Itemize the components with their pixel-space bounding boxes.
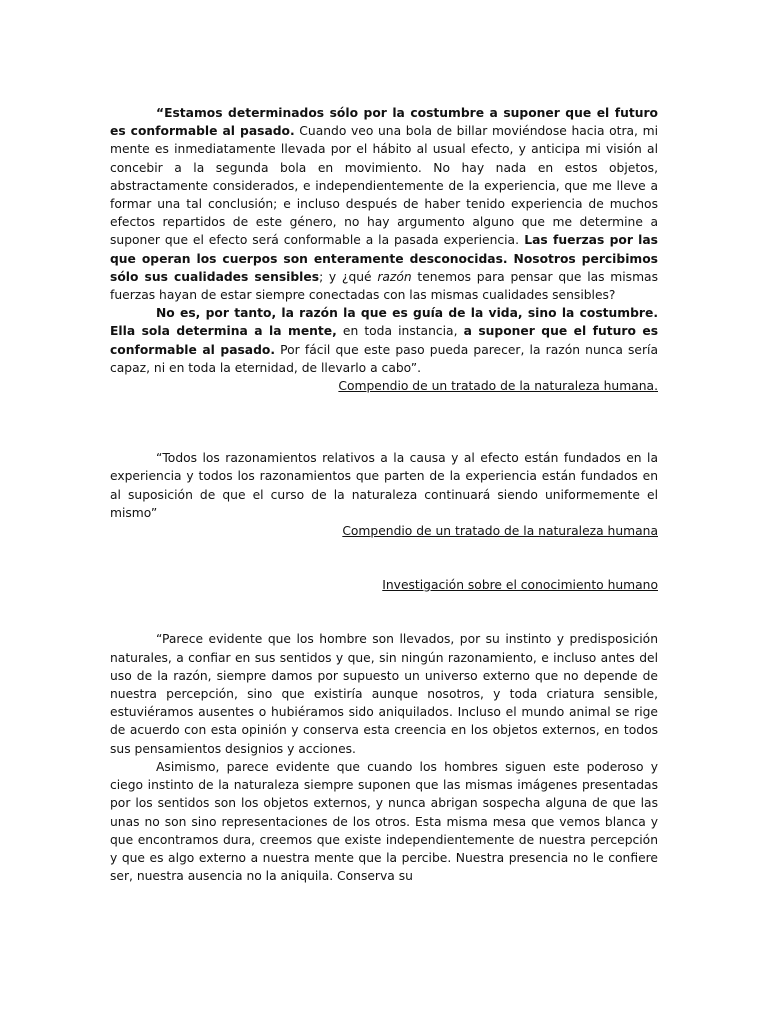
quote1-p2-bold1: No es, por tanto, la razón la que es guía de la vida, sino la costumbre. Ella sola determina a la mente, [110,306,658,339]
quote1-p2-text2: Por fácil que este paso pueda parecer, la razón nunca sería capaz, ni en toda la eternidad, de llevarlo a cabo”. [110,342,658,375]
quote3-paragraph1: “Parece evidente que los hombre son llevados, por su instinto y predisposición naturales, a confiar en sus sentidos y que, sin ningún razonamiento, e incluso antes del uso de la razón, siempre damos por supuesto un universo externo que no depende de nuestra percepción, sino que existiría aunque nosotros, y toda criatura sensible, estuviéramos ausentes o hubiéramos sido aniquilados. Incluso el mundo animal se rige de acuerdo con esta opinión y conserva esta creencia en los objetos externos, en todos sus pensamientos designios y acciones. [110,632,658,756]
quote2-paragraph: “Todos los razonamientos relativos a la causa y al efecto están fundados en la experiencia y todos los razonamientos que parten de la experiencia están fundados en al suposición de que el curso de la naturaleza continuará siendo uniformemente el mismo” [110,451,658,520]
quote1-paragraph2 [110,304,658,377]
quote1-p2-bold2: a suponer que el futuro es conformable al pasado. [110,324,659,357]
spacer [110,594,658,630]
document-page [110,104,658,885]
spacer [110,540,658,576]
section-title: Investigación sobre el conocimiento humano [382,578,658,593]
spacer [110,395,658,449]
quote1-text1: Cuando veo una bola de billar moviéndose hacia otra, mi mente es inmediatamente llevada por el hábito al usual efecto, y anticipa mi visión al concebir a la segunda bola en movimiento. No hay nada en estos objetos, abstractamente considerados, e independientemente de la experiencia, que me lleve a formar una tal conclusión; e incluso después de haber tenido experiencia de muchos efectos repartidos de este género, no hay argumento alguno que me determine a suponer que el efecto será conformable a la pasada experiencia. [110,124,658,248]
quote2-source: Compendio de un tratado de la naturaleza humana [342,524,658,539]
quote1-bold2: Las fuerzas por las que operan los cuerpos son enteramente desconocidas. Nosotros percibimos sólo sus cualidades sensibles [110,233,658,284]
quote1-source [110,377,658,395]
quote1-italic-razon: razón [377,269,412,284]
quote1-source-period: . [654,379,658,394]
quote1-p2-text1: en toda instancia, [336,324,464,339]
quote1-bold1: “Estamos determinados sólo por la costumbre a suponer que el futuro es conformable al pasado. [110,106,658,139]
quote1-paragraph1 [110,104,658,304]
quote1-text2: ; y ¿qué [319,269,378,284]
quote1-text3: tenemos para pensar que las mismas fuerzas hayan de estar siempre conectadas con las mismas cualidades sensibles? [110,269,658,303]
quote1-source-title: Compendio de un tratado de la naturaleza humana [338,379,655,394]
quote3-paragraph2: Asimismo, parece evidente que cuando los hombres siguen este poderoso y ciego instinto de la naturaleza siempre suponen que las mismas imágenes presentadas por los sentidos son los objetos externos, y nunca abrigan sospecha alguna de que las unas no son sino representaciones de los otros. Esta misma mesa que vemos blanca y que encontramos dura, creemos que existe independientemente de nuestra percepción y que es algo externo a nuestra mente que la percibe. Nuestra presencia no le confiere ser, nuestra ausencia no la aniquila. Conserva su [110,759,658,884]
